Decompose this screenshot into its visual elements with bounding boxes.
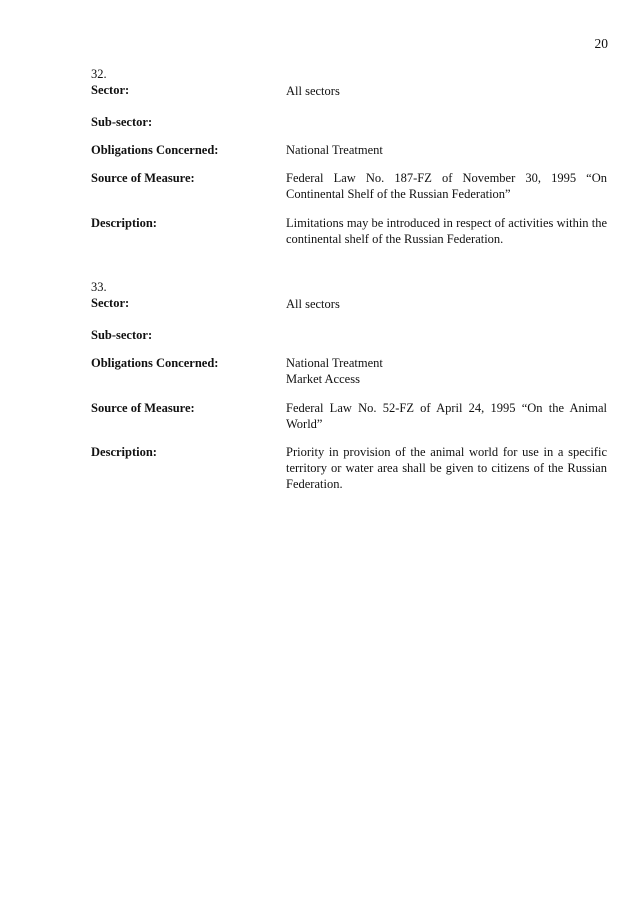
source-row (91, 170, 607, 202)
obligations-values (286, 142, 607, 158)
sector-row (91, 82, 607, 99)
description-row (91, 215, 607, 247)
description-row (91, 444, 607, 492)
sector-label: Sector: (91, 83, 130, 97)
sector-value: All sectors (286, 297, 340, 311)
sector-value: All sectors (286, 84, 340, 98)
reservation-entry-33 (91, 279, 607, 492)
source-label: Source of Measure: (91, 401, 195, 415)
obligations-values (286, 355, 607, 387)
source-label: Source of Measure: (91, 171, 195, 185)
obligation-item: National Treatment (286, 356, 383, 370)
description-label: Description: (91, 216, 157, 230)
source-row (91, 400, 607, 432)
reservation-entry-32 (91, 66, 607, 247)
entry-number: 33. (91, 280, 107, 294)
subsector-label: Sub-sector: (91, 115, 153, 129)
source-value: Federal Law No. 187-FZ of November 30, 1995 “On Continental Shelf of the Russian Federation” (286, 171, 607, 201)
entry-number: 32. (91, 67, 107, 81)
obligations-row (91, 355, 607, 387)
sector-label: Sector: (91, 296, 130, 310)
description-label: Description: (91, 445, 157, 459)
sector-row (91, 295, 607, 312)
obligations-label: Obligations Concerned: (91, 143, 219, 157)
obligation-item: Market Access (286, 372, 360, 386)
obligations-row (91, 142, 607, 158)
obligation-item: National Treatment (286, 143, 383, 157)
page-number: 20 (594, 36, 608, 51)
description-value: Limitations may be introduced in respect of activities within the continental shelf of the Russian Federation. (286, 216, 607, 246)
subsector-label: Sub-sector: (91, 328, 153, 342)
source-value: Federal Law No. 52-FZ of April 24, 1995 “On the Animal World” (286, 401, 607, 431)
description-value: Priority in provision of the animal world for use in a specific territory or water area shall be given to citizens of the Russian Federation. (286, 445, 607, 491)
obligations-label: Obligations Concerned: (91, 356, 219, 370)
subsector-row (91, 114, 607, 130)
subsector-row (91, 327, 607, 343)
